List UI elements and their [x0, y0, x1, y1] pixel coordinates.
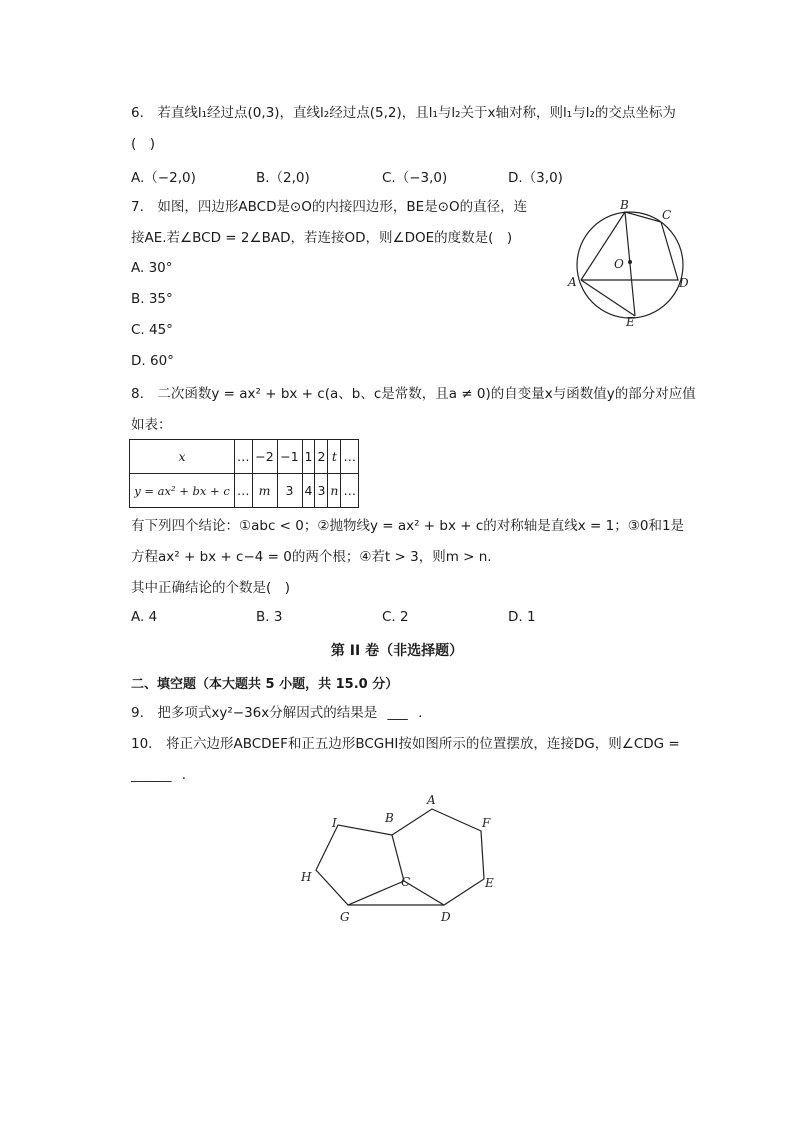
label-o: O — [614, 257, 624, 271]
label-c: C — [401, 875, 411, 889]
q6-choice-d: D.（3,0) — [508, 170, 563, 186]
q8-value-table — [129, 439, 359, 508]
q8-conclusion-line2: 方程ax² + bx + c−4 = 0的两个根；④若t > 3，则m > n. — [131, 549, 492, 565]
table-cell: … — [235, 440, 253, 474]
label-e: E — [485, 876, 494, 890]
label-f: F — [482, 816, 491, 830]
q9-blank[interactable]: ___ — [387, 705, 408, 721]
q7-choice-b: B. 35° — [131, 291, 173, 307]
label-d: D — [441, 910, 451, 924]
center-dot — [628, 260, 632, 264]
table-cell: −2 — [252, 440, 277, 474]
q7-choice-d: D. 60° — [131, 353, 174, 369]
q6-paren: ( ) — [131, 136, 156, 152]
table-cell: 3 — [315, 474, 328, 508]
q9-stem-text: 9. 把多项式xy²−36x分解因式的结果是 — [131, 705, 378, 721]
q7-circle-figure — [560, 198, 700, 333]
q8-choice-b: B. 3 — [256, 609, 283, 625]
table-cell: t — [328, 440, 341, 474]
q7-stem-line1: 7. 如图，四边形ABCD是⊙O的内接四边形，BE是⊙O的直径，连 — [131, 199, 528, 215]
q6-choice-c: C.（−3,0) — [382, 170, 448, 186]
section-title: 二、填空题（本大题共 5 小题，共 15.0 分） — [131, 677, 399, 692]
q8-choice-c: C. 2 — [382, 609, 409, 625]
label-a: A — [427, 795, 436, 807]
label-h: H — [301, 870, 312, 884]
table-cell: x — [130, 440, 235, 474]
hexagon-abcdef — [392, 809, 484, 905]
table-cell: y = ax² + bx + c — [130, 474, 235, 508]
q7-choice-a: A. 30° — [131, 260, 173, 276]
table-cell: −1 — [277, 440, 302, 474]
label-a: A — [568, 275, 577, 289]
table-cell: 1 — [302, 440, 315, 474]
table-row-y — [130, 474, 359, 508]
q8-choice-a: A. 4 — [131, 609, 158, 625]
q7-choice-c: C. 45° — [131, 322, 173, 338]
q9-stem — [131, 703, 422, 723]
label-i: I — [332, 816, 337, 830]
label-e: E — [626, 315, 635, 329]
q10-stem-line1: 10. 将正六边形ABCDEF和正五边形BCGHI按如图所示的位置摆放，连接DG，则∠CDG = — [131, 736, 680, 752]
table-cell: 3 — [277, 474, 302, 508]
label-d: D — [679, 276, 689, 290]
part2-title: 第 II 卷（非选择题） — [330, 643, 464, 659]
table-cell: 2 — [315, 440, 328, 474]
label-b: B — [620, 198, 629, 212]
label-g: G — [340, 910, 350, 924]
q6-stem: 6. 若直线l₁经过点(0,3)，直线l₂经过点(5,2)，且l₁与l₂关于x轴对称，则l₁与l₂的交点坐标为 — [131, 105, 676, 121]
q6-choice-b: B.（2,0) — [256, 170, 310, 186]
quadrilateral-abcd — [581, 212, 678, 280]
table-cell: 4 — [302, 474, 315, 508]
table-cell: … — [235, 474, 253, 508]
label-c: C — [662, 208, 672, 222]
q10-blank[interactable]: ______ — [131, 767, 172, 783]
label-b: B — [385, 811, 394, 825]
q10-polygon-figure — [290, 795, 510, 930]
q8-stem-line1: 8. 二次函数y = ax² + bx + c(a、b、c是常数，且a ≠ 0)的自变量x与函数值y的部分对应值 — [131, 386, 696, 402]
q8-ask: 其中正确结论的个数是( ) — [131, 580, 291, 596]
q10-end: . — [181, 767, 187, 783]
q8-stem-line2: 如表： — [131, 417, 172, 433]
q9-end: . — [418, 705, 423, 721]
table-cell: … — [341, 474, 359, 508]
q6-choice-a: A.（−2,0) — [131, 170, 196, 186]
pentagon-bcghi — [316, 825, 404, 905]
q10-line2 — [131, 765, 186, 785]
q8-conclusion-line1: 有下列四个结论：①abc < 0；②抛物线y = ax² + bx + c的对称轴是直线x = 1；③0和1是 — [131, 518, 685, 534]
table-row-x — [130, 440, 359, 474]
q8-choice-d: D. 1 — [508, 609, 536, 625]
q7-stem-line2: 接AE.若∠BCD = 2∠BAD，若连接OD，则∠DOE的度数是( ) — [131, 230, 513, 246]
table-cell: m — [252, 474, 277, 508]
table-cell: … — [341, 440, 359, 474]
table-cell: n — [328, 474, 341, 508]
